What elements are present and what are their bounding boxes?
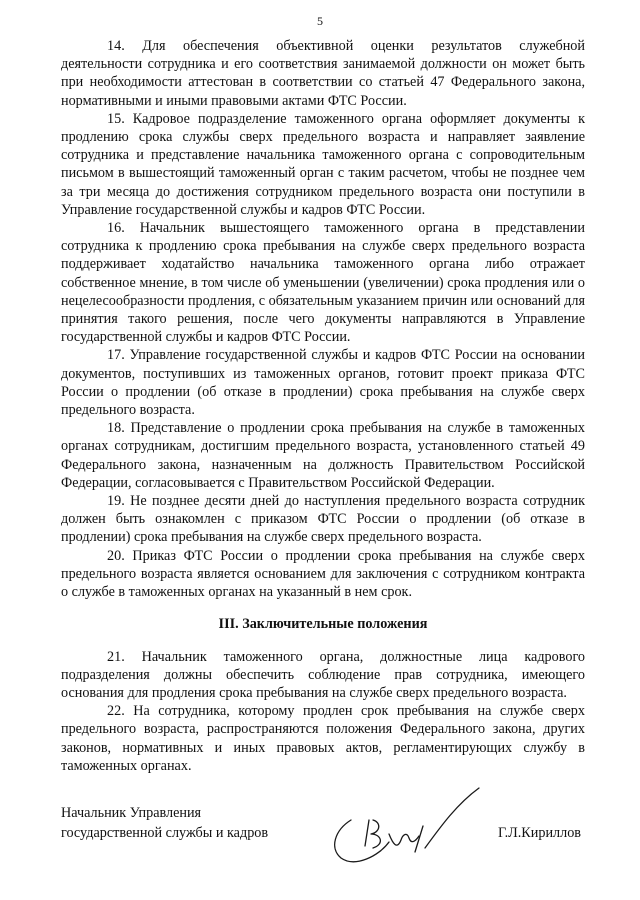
paragraph-16: 16. Начальник вышестоящего таможенного органа в представлении сотрудника к продлению срока пребывания на службе сверх предельного возраста поддерживает ходатайство начальника таможенного органа либо отражает собственное мнение, в том числе об уменьшении (увеличении) срока продления или о нецелесообразности продления, с обязательным указанием причин или оснований для принятия такого решения, после чего документы направляются в Управление государственной службы и кадров ФТС России. <box>61 220 585 346</box>
paragraph-19: 19. Не позднее десяти дней до наступления предельного возраста сотрудник должен быть ознакомлен с приказом ФТС России о продлении (об отказе в продлении) срока пребывания на службе сверх предельного возраста. <box>61 493 585 546</box>
paragraph-17: 17. Управление государственной службы и кадров ФТС России на основании документов, поступивших из таможенных органов, готовит проект приказа ФТС России о продлении (об отказе в продлении) срока пребывания на службе сверх предельного возраста. <box>61 347 585 419</box>
signer-title-line-2: государственной службы и кадров <box>61 825 269 841</box>
section-heading: III. Заключительные положения <box>218 616 428 633</box>
page-number: 5 <box>317 14 323 28</box>
paragraph-22: 22. На сотрудника, которому продлен срок пребывания на службе сверх предельного возраста, распространяются положения Федерального закона, других законов, нормативных и иных правовых актов, регламентирующих службу в таможенных органах. <box>61 703 585 774</box>
paragraph-20: 20. Приказ ФТС России о продлении срока пребывания на службе сверх предельного возраста является основанием для заключения с сотрудником контракта о службе в таможенных органах на указанный в нем срок. <box>61 547 585 601</box>
signer-title-line-1: Начальник Управления <box>61 805 202 821</box>
paragraph-14: 14. Для обеспечения объективной оценки результатов служебной деятельности сотрудника и его соответствия занимаемой должности он может быть при необходимости аттестован в соответствии со статьей 47 Федерального закона, нормативными и иными правовыми актами ФТС России. <box>61 38 585 109</box>
paragraph-21: 21. Начальник таможенного органа, должностные лица кадрового подразделения должны обеспечить соблюдение прав сотрудника, имеющего основания для продления срока пребывания на службе сверх предельного возраста. <box>61 648 585 701</box>
paragraph-15: 15. Кадровое подразделение таможенного органа оформляет документы к продлению срока службы сверх предельного возраста и направляет заявление сотрудника и представление начальника таможенного органа с сопроводительным письмом в вышестоящий таможенный орган с таким расчетом, чтобы не позднее чем за три месяца до достижения сотрудником предельного возраста они поступили в Управление государственной службы и кадров ФТС России. <box>61 110 585 218</box>
handwritten-signature <box>329 786 489 870</box>
document-body <box>61 37 585 775</box>
signer-name: Г.Л.Кириллов <box>497 825 581 841</box>
signature-block <box>61 804 585 884</box>
paragraph-18: 18. Представление о продлении срока пребывания на службе в таможенных органах сотрудникам, достигшим предельного возраста, установленного статьей 49 Федерального закона, назначенным на должность Правительством Российской Федерации, согласовывается с Правительством Российской Федерации. <box>61 420 585 491</box>
